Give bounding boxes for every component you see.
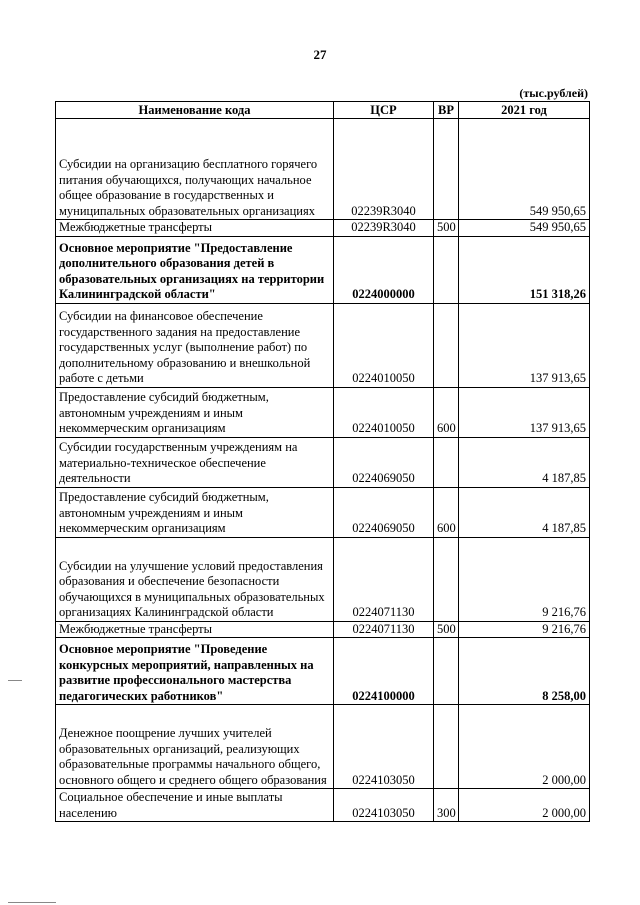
page-number: 27 xyxy=(313,47,327,62)
row-name: Основное мероприятие "Проведение конкурсных мероприятий, направленных на развитие профессионального мастерства педагогических работников" xyxy=(56,638,334,705)
row-vr xyxy=(434,437,459,487)
row-csr: 0224103050 xyxy=(334,705,434,789)
row-vr xyxy=(434,638,459,705)
header-vr: ВР xyxy=(434,102,459,119)
row-name: Основное мероприятие "Предоставление дополнительного образования детей в образовательных организациях на территории Калининградской области" xyxy=(56,236,334,303)
table-row xyxy=(56,789,590,822)
row-name: Денежное поощрение лучших учителей образовательных организаций, реализующих образовательные программы начального общего, основного общего и среднего общего образования xyxy=(56,705,334,789)
table-row xyxy=(56,487,590,537)
row-name: Предоставление субсидий бюджетным, автономным учреждениям и иным некоммерческим организациям xyxy=(56,387,334,437)
table-row xyxy=(56,387,590,437)
row-vr xyxy=(434,537,459,621)
row-amount: 8 258,00 xyxy=(459,638,590,705)
table-row xyxy=(56,621,590,638)
row-amount: 549 950,65 xyxy=(459,220,590,237)
row-amount: 2 000,00 xyxy=(459,705,590,789)
row-csr: 02239R3040 xyxy=(334,119,434,220)
row-name: Межбюджетные трансферты xyxy=(56,220,334,237)
table-row xyxy=(56,705,590,789)
margin-mark xyxy=(8,680,22,681)
row-name: Предоставление субсидий бюджетным, автономным учреждениям и иным некоммерческим организациям xyxy=(56,487,334,537)
row-csr: 0224103050 xyxy=(334,789,434,822)
header-name: Наименование кода xyxy=(56,102,334,119)
row-amount: 137 913,65 xyxy=(459,303,590,387)
table-row xyxy=(56,638,590,705)
row-amount: 549 950,65 xyxy=(459,119,590,220)
table-row xyxy=(56,236,590,303)
row-name: Субсидии на организацию бесплатного горячего питания обучающихся, получающих начальное общее образование в государственных и муниципальных образовательных организациях xyxy=(56,119,334,220)
header-year: 2021 год xyxy=(459,102,590,119)
row-vr: 600 xyxy=(434,487,459,537)
row-csr: 0224071130 xyxy=(334,537,434,621)
row-csr: 0224071130 xyxy=(334,621,434,638)
row-vr: 500 xyxy=(434,621,459,638)
row-name: Социальное обеспечение и иные выплаты населению xyxy=(56,789,334,822)
row-vr: 300 xyxy=(434,789,459,822)
table-row xyxy=(56,119,590,220)
table-row xyxy=(56,437,590,487)
row-name: Субсидии на финансовое обеспечение государственного задания на предоставление государственных услуг (выполнение работ) по дополнительному образованию и внешкольной работе с детьми xyxy=(56,303,334,387)
row-vr xyxy=(434,119,459,220)
row-amount: 9 216,76 xyxy=(459,621,590,638)
unit-label: (тыс.рублей) xyxy=(519,86,588,100)
row-amount: 9 216,76 xyxy=(459,537,590,621)
row-amount: 137 913,65 xyxy=(459,387,590,437)
table-row xyxy=(56,303,590,387)
row-name: Субсидии государственным учреждениям на материально-техническое обеспечение деятельности xyxy=(56,437,334,487)
row-csr: 0224010050 xyxy=(334,303,434,387)
row-csr: 0224100000 xyxy=(334,638,434,705)
budget-table xyxy=(55,101,590,822)
row-amount: 4 187,85 xyxy=(459,487,590,537)
row-vr xyxy=(434,236,459,303)
row-amount: 4 187,85 xyxy=(459,437,590,487)
row-csr: 0224010050 xyxy=(334,387,434,437)
row-csr: 02239R3040 xyxy=(334,220,434,237)
row-amount: 151 318,26 xyxy=(459,236,590,303)
row-name: Межбюджетные трансферты xyxy=(56,621,334,638)
bottom-margin-line xyxy=(8,902,56,903)
header-csr: ЦСР xyxy=(334,102,434,119)
table-row xyxy=(56,220,590,237)
row-vr: 600 xyxy=(434,387,459,437)
row-vr xyxy=(434,303,459,387)
row-csr: 0224069050 xyxy=(334,487,434,537)
table-header-row xyxy=(56,102,590,119)
row-vr: 500 xyxy=(434,220,459,237)
table-row xyxy=(56,537,590,621)
row-vr xyxy=(434,705,459,789)
row-name: Субсидии на улучшение условий предоставления образования и обеспечение безопасности обучающихся в муниципальных образовательных организациях Калининградской области xyxy=(56,537,334,621)
row-amount: 2 000,00 xyxy=(459,789,590,822)
row-csr: 0224000000 xyxy=(334,236,434,303)
row-csr: 0224069050 xyxy=(334,437,434,487)
